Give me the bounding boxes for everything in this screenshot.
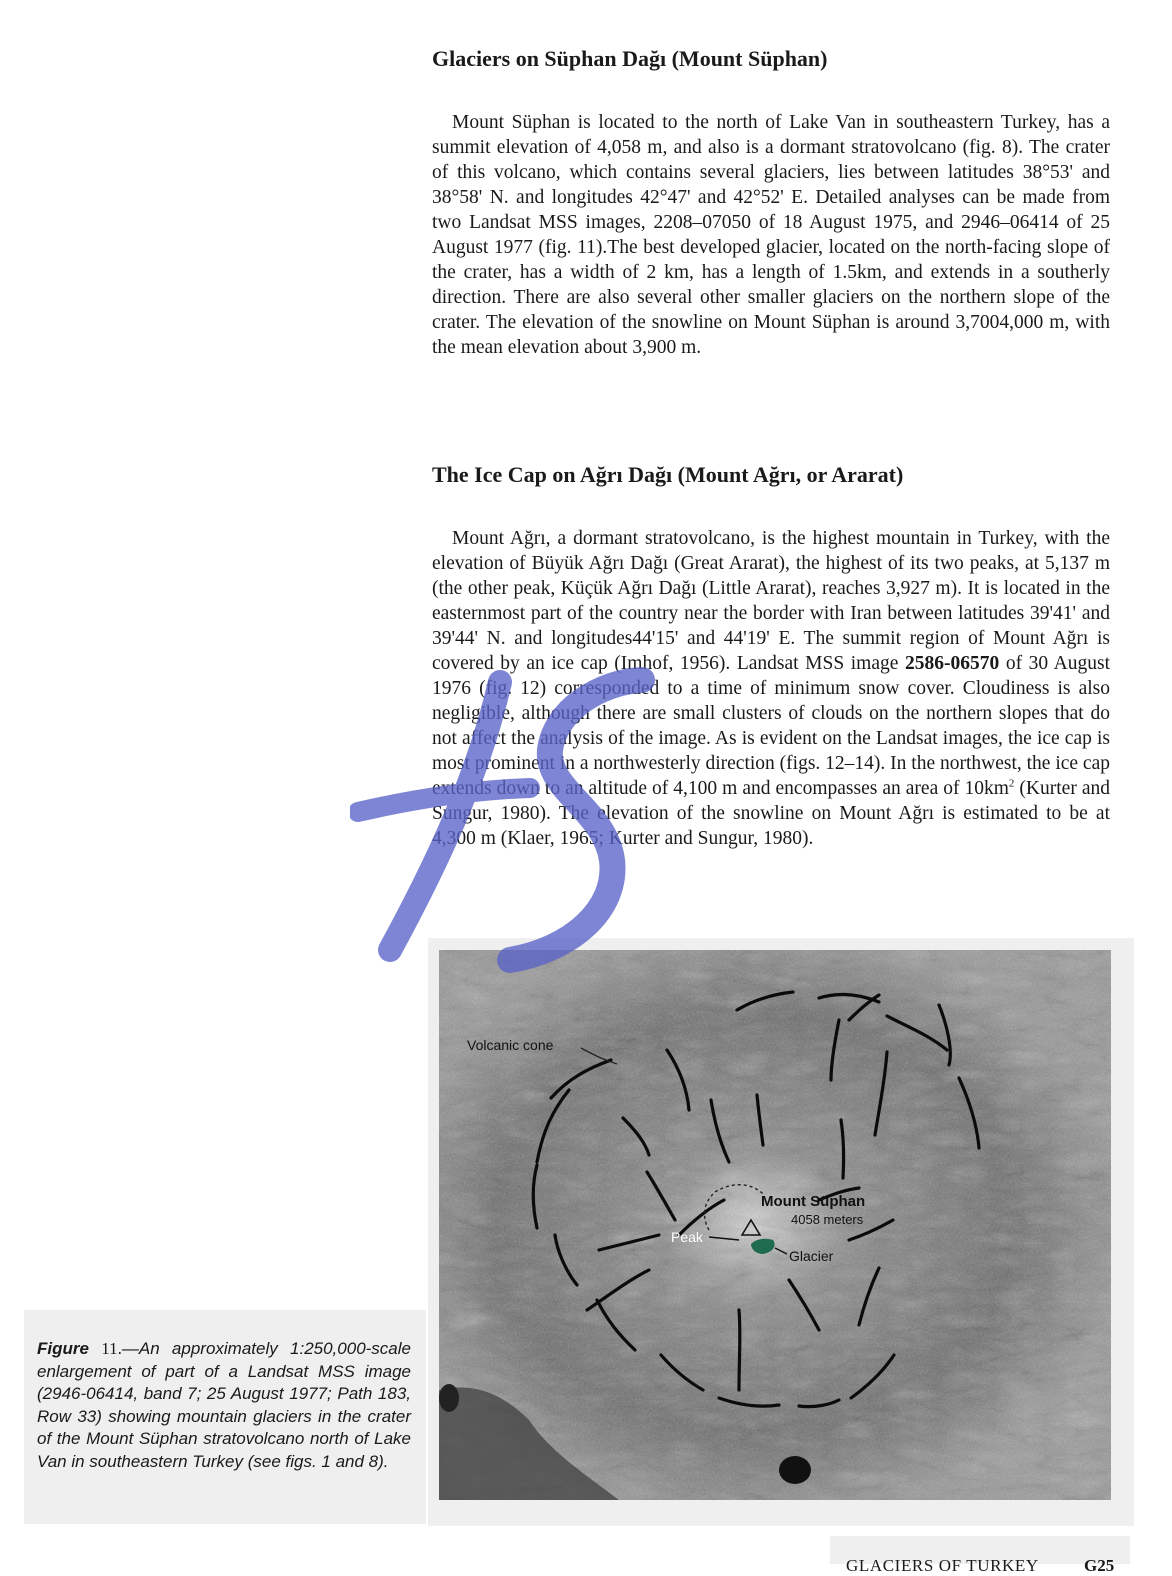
label-volcanic-cone: Volcanic cone — [467, 1037, 554, 1053]
dark-spot-left — [439, 1384, 459, 1412]
paragraph-suphan: Mount Süphan is located to the north of Lake Van in southeastern Turkey, has a summit elevation of 4,058 m, and also is a dormant stratovolcano (fig. 8). The crater of this volcano, which contains several glaciers, lies between latitudes 38°53' and 38°58' N. and longitudes 42°47' and 42°52' E. Detailed analyses can be made from two Landsat MSS images, 2208–07050 of 18 August 1975, and 2946–06414 of 25 August 1977 (fig. 11).The best developed glacier, located on the north-facing slope of the crater, has a width of 2 km, has a length of 1.5km, and extends in a southerly direction. There are also several other smaller glaciers on the northern slope of the crater. The elevation of the snowline on Mount Süphan is around 3,7004,000 m, with the mean elevation about 3,900 m. — [432, 112, 1110, 358]
dark-lake-spot — [779, 1456, 811, 1484]
figure-caption — [37, 1338, 411, 1473]
caption-figure-word: Figure — [37, 1339, 89, 1358]
label-glacier: Glacier — [789, 1248, 834, 1264]
caption-text: —An approximately 1:250,000-scale enlargement of part of a Landsat MSS image (2946-06414, band 7; 25 August 1977; Path 183, Row 33) showing mountain glaciers in the crater of the Mount Süphan stratovolcano north of Lake Van in southeastern Turkey (see figs. 1 and 8). — [37, 1339, 411, 1471]
paragraph-agri-part-a: Mount Ağrı, a dormant stratovolcano, is the highest mountain in Turkey, with the elevation of Büyük Ağrı Dağı (Great Ararat), the highest of its two peaks, at 5,137 m (the other peak, Küçük Ağrı Dağı (Little Ararat), reaches 3,927 m). It is located in the easternmost part of the country near the border with Iran between latitudes 39'41' and 39'44' N. and longitudes44'15' and 44'19' E. The summit region of Mount Ağrı is covered by an ice cap (Imhof, 1956). Landsat MSS image — [432, 528, 1110, 674]
area-superscript: 2 — [1008, 777, 1015, 790]
section-heading-agri: The Ice Cap on Ağrı Dağı (Mount Ağrı, or Ararat) — [432, 462, 904, 487]
landsat-image-id: 2586-06570 — [905, 653, 1000, 674]
label-peak: Peak — [671, 1229, 703, 1245]
paragraph-agri-part-b: of 30 August 1976 (fig. 12) corresponded to a time of minimum snow cover. Cloudiness is also negligible, although there are small clusters of clouds on the northern slopes that do not affect the analysis of the image. As is evident on the Landsat images, the ice cap is most prominent in a northwesterly direction (figs. 12–14). In the northwest, the ice cap extends down to an altitude of 4,100 m and encompasses an area of 10km — [432, 653, 1110, 799]
caption-figure-number: 11. — [101, 1339, 122, 1358]
running-title: GLACIERS OF TURKEY — [846, 1556, 1039, 1575]
page-number: G25 — [1084, 1556, 1115, 1575]
satellite-image-grain — [439, 950, 1111, 1500]
label-elevation: 4058 meters — [791, 1212, 864, 1227]
paragraph-agri-part-c: (Kurter and Sungur, 1980). The elevation of the snowline on Mount Ağrı is estimated to be at 4,300 m (Klaer, 1965; Kurter and Sungur, 1980). — [432, 778, 1110, 849]
section-heading-suphan: Glaciers on Süphan Dağı (Mount Süphan) — [432, 46, 828, 71]
label-mount-suphan: Mount Süphan — [761, 1193, 866, 1210]
landsat-figure — [439, 950, 1111, 1500]
paragraph-agri — [432, 526, 1110, 851]
